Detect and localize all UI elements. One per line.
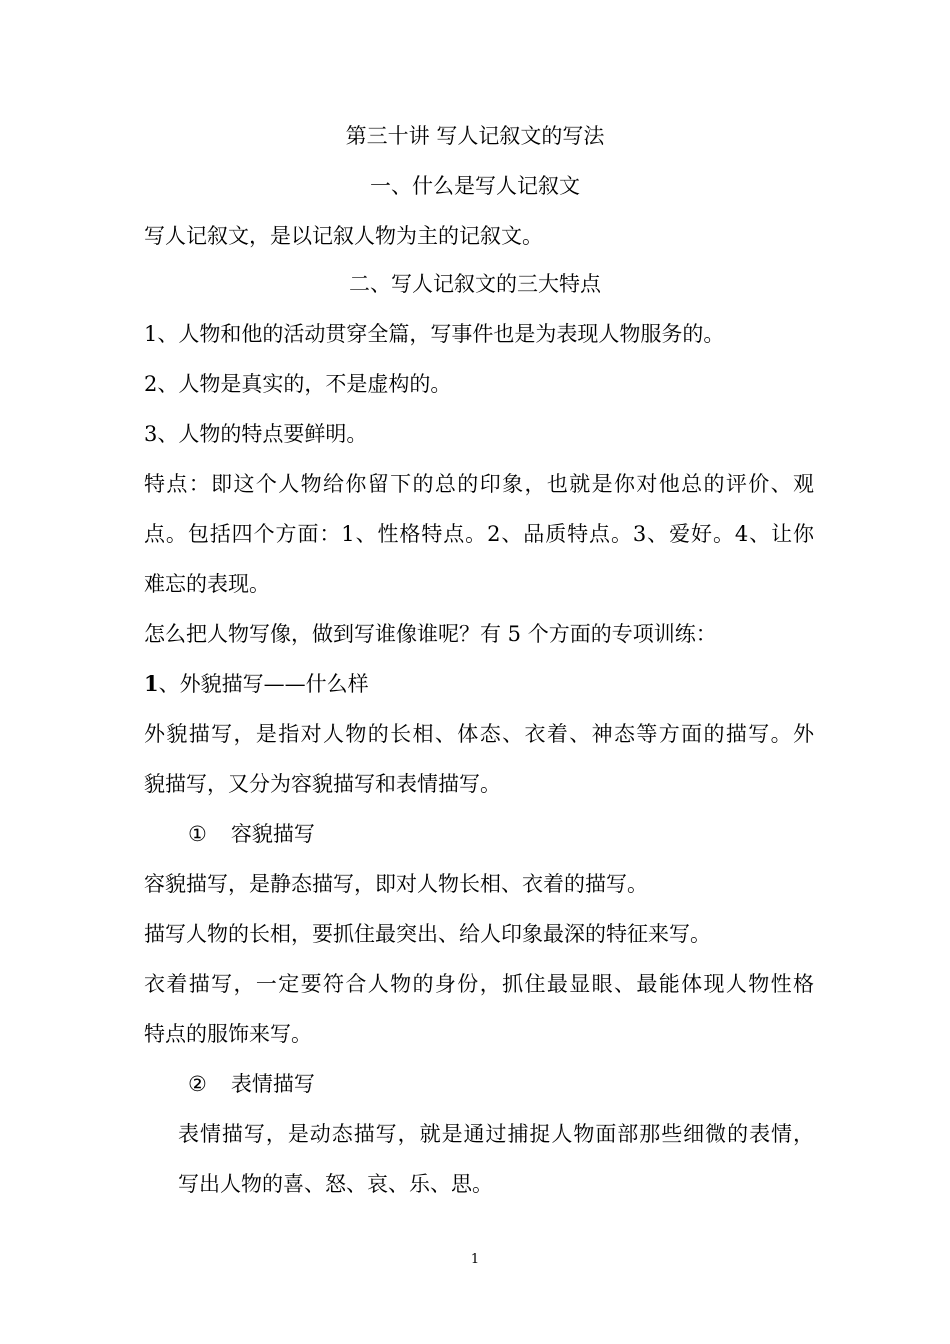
expression-paragraph-line: 表情描写，是动态描写，就是通过捕捉人物面部那些细微的表情， [178, 1122, 814, 1146]
sub2-heading [188, 1070, 858, 1098]
section2-heading: 二、写人记叙文的三大特点 [349, 272, 601, 296]
feature-item: 3、人物的特点要鲜明。 [144, 422, 368, 446]
page-title: 第三十讲 写人记叙文的写法 [345, 124, 605, 148]
appearance-paragraph-line: 外貌描写，是指对人物的长相、体态、衣着、神态等方面的描写。外 [144, 722, 814, 746]
training-question: 怎么把人物写像，做到写谁像谁呢？有 5 个方面的专项训练： [144, 622, 717, 646]
section1-text: 写人记叙文，是以记叙人物为主的记叙文。 [144, 224, 543, 248]
item1-heading [144, 670, 814, 698]
item1-heading-text: 、外貌描写——什么样 [158, 672, 369, 696]
clothing-paragraph-line: 特点的服饰来写。 [144, 1022, 312, 1046]
clothing-paragraph-line: 衣着描写，一定要符合人物的身份，抓住最显眼、最能体现人物性格 [144, 972, 814, 996]
sub1-marker: ① [188, 822, 207, 846]
trait-paragraph-line: 难忘的表现。 [144, 572, 270, 596]
feature-item: 2、人物是真实的，不是虚构的。 [144, 372, 452, 396]
sub1-heading-text: 容貌描写 [230, 822, 315, 846]
appearance-paragraph-line: 貌描写，又分为容貌描写和表情描写。 [144, 772, 501, 796]
sub1-line: 描写人物的长相，要抓住最突出、给人印象最深的特征来写。 [144, 922, 711, 946]
sub2-heading-text: 表情描写 [230, 1072, 315, 1096]
sub1-line: 容貌描写，是静态描写，即对人物长相、衣着的描写。 [144, 872, 648, 896]
sub1-heading [188, 820, 858, 848]
sub2-marker: ② [188, 1072, 207, 1096]
feature-item: 1、人物和他的活动贯穿全篇，写事件也是为表现人物服务的。 [144, 322, 725, 346]
expression-paragraph-line: 写出人物的喜、怒、哀、乐、思。 [178, 1172, 493, 1196]
trait-paragraph-line: 特点：即这个人物给你留下的总的印象，也就是你对他总的评价、观 [144, 472, 814, 496]
item1-number: 1 [144, 671, 159, 696]
page-number: 1 [470, 1252, 480, 1267]
trait-paragraph-line: 点。包括四个方面：1、性格特点。2、品质特点。3、爱好。4、让你 [144, 522, 814, 546]
section1-heading: 一、什么是写人记叙文 [370, 174, 580, 198]
